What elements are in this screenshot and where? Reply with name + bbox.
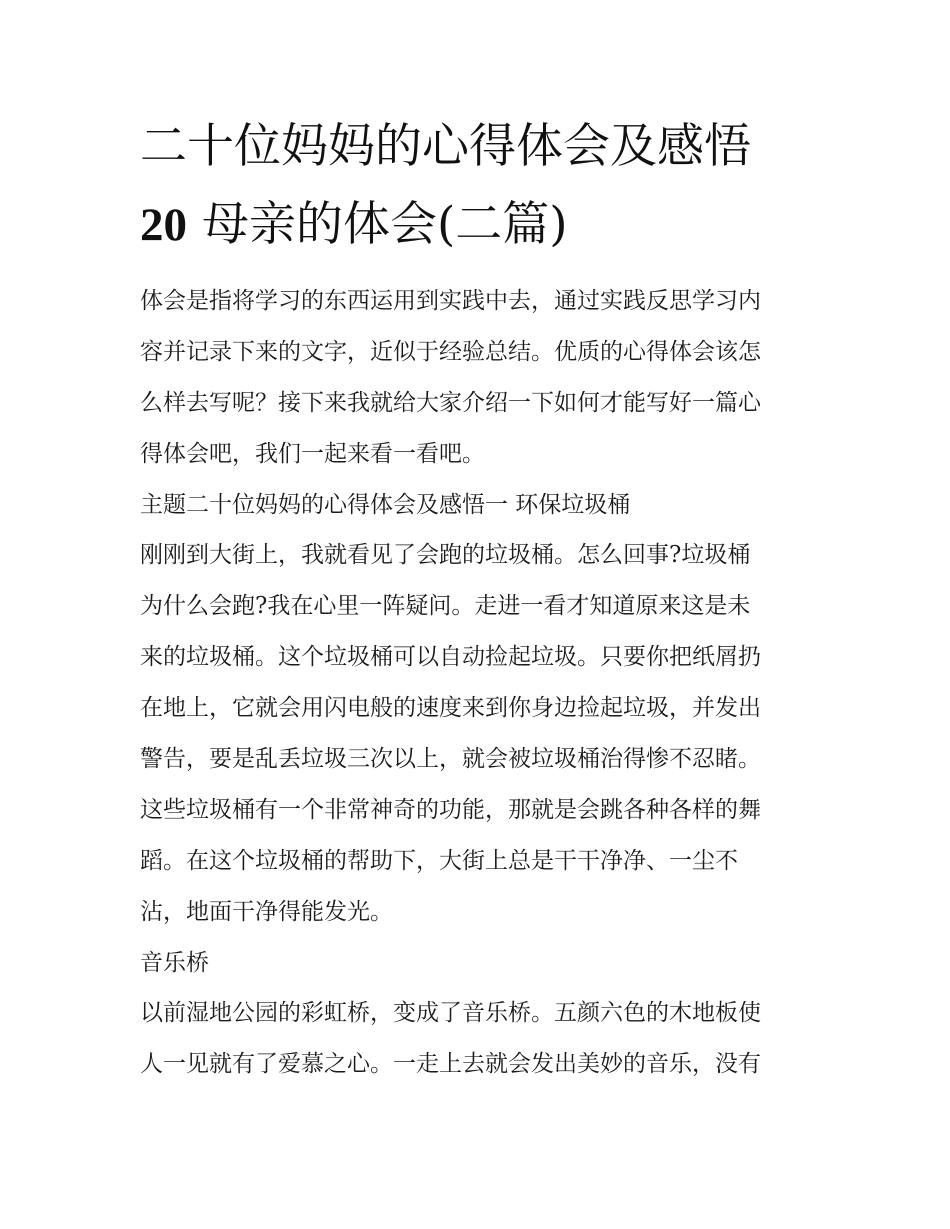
section-line: 人一见就有了爱慕之心。一走上去就会发出美妙的音乐，没有 [140, 1051, 761, 1077]
section-line: 刚刚到大街上，我就看见了会跑的垃圾桶。怎么回事?垃圾桶 [140, 542, 751, 568]
intro-line: 容并记录下来的文字，近似于经验总结。优质的心得体会该怎 [140, 339, 761, 365]
section-heading: 主题二十位妈妈的心得体会及感悟一 环保垃圾桶 [140, 492, 631, 518]
intro-line: 得体会吧，我们一起来看一看吧。 [140, 441, 485, 467]
title-subtitle: 母亲的体会(二篇) [201, 197, 568, 252]
section-line: 沾，地面干净得能发光。 [140, 899, 393, 925]
document-body [140, 276, 820, 1090]
section-heading: 音乐桥 [140, 950, 209, 976]
page-title-line-1: 二十位妈妈的心得体会及感悟 [140, 119, 751, 174]
intro-line: 么样去写呢？接下来我就给大家介绍一下如何才能写好一篇心 [140, 390, 761, 416]
title-number: 20 [140, 199, 187, 251]
section-line: 在地上，它就会用闪电般的速度来到你身边捡起垃圾，并发出 [140, 695, 761, 721]
section-line: 蹈。在这个垃圾桶的帮助下，大街上总是干干净净、一尘不 [140, 848, 738, 874]
page-title-line-2 [140, 186, 840, 264]
section-line: 来的垃圾桶。这个垃圾桶可以自动捡起垃圾。只要你把纸屑扔 [140, 644, 761, 670]
section-line: 警告，要是乱丢垃圾三次以上，就会被垃圾桶治得惨不忍睹。 [140, 746, 761, 772]
section-line: 这些垃圾桶有一个非常神奇的功能，那就是会跳各种各样的舞 [140, 797, 761, 823]
section-line: 以前湿地公园的彩虹桥，变成了音乐桥。五颜六色的木地板使 [140, 1000, 761, 1026]
intro-line: 体会是指将学习的东西运用到实践中去，通过实践反思学习内 [140, 288, 761, 314]
section-line: 为什么会跑?我在心里一阵疑问。走进一看才知道原来这是未 [140, 593, 751, 619]
